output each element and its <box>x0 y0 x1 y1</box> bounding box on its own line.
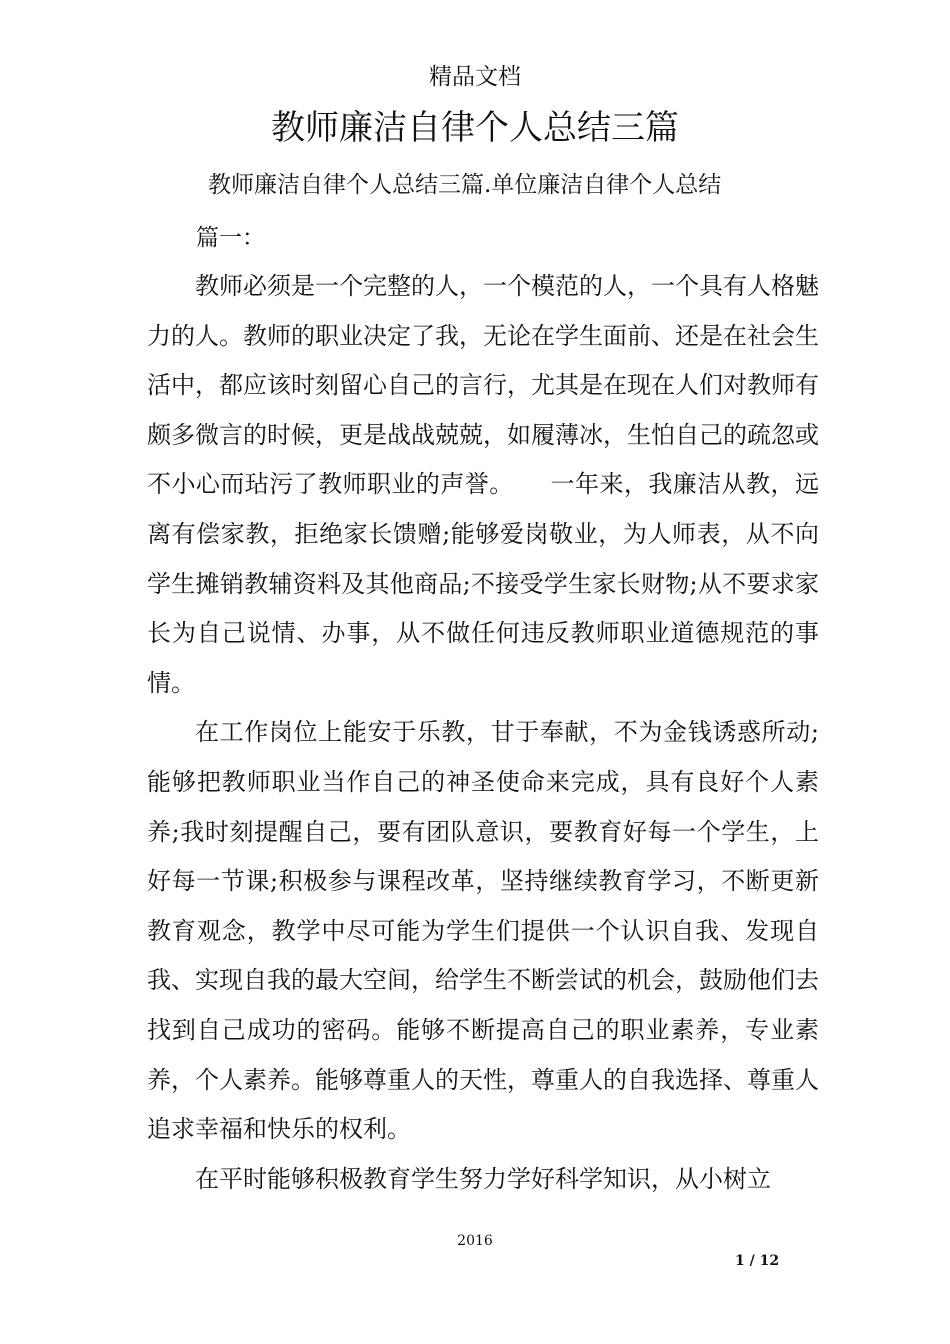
paragraph-3: 在平时能够积极教育学生努力学好科学知识，从小树立 <box>195 1164 771 1193</box>
part-label: 篇一： <box>196 225 265 251</box>
paragraph-1: 教师必须是一个完整的人，一个模范的人，一个具有人格魅力的人。教师的职业决定了我，无论在学生面前、还是在社会生活中，都应该时刻留心自己的言行，尤其是在现在人们对教师有颇多微言的时候，更是战战兢兢，如履薄冰，生怕自己的疏忽或不小心而玷污了教师职业的声誉。 一年来，我廉洁从教，远离有偿家教，拒绝家长馈赠;能够爱岗敬业，为人师表，从不向学生摊销教辅资料及其他商品;不接受学生家长财物;从不要求家长为自己说情、办事，从不做任何违反教师职业道德规范的事情。 <box>147 272 819 697</box>
document-body <box>147 262 819 1204</box>
page-header-label: 精品文档 <box>429 64 521 90</box>
paragraph-2: 在工作岗位上能安于乐教，甘于奉献，不为金钱诱惑所动;能够把教师职业当作自己的神圣使命来完成，具有良好个人素养;我时刻提醒自己，要有团队意识，要教育好每一个学生，上好每一节课;积极参与课程改革，坚持继续教育学习，不断更新教育观念，教学中尽可能为学生们提供一个认识自我、发现自我、实现自我的最大空间，给学生不断尝试的机会，鼓励他们去找到自己成功的密码。能够不断提高自己的职业素养，专业素养，个人素养。能够尊重人的天性，尊重人的自我选择、尊重人追求幸福和快乐的权利。 <box>147 718 819 1144</box>
page-number: 1 / 12 <box>735 1253 780 1269</box>
document-title: 教师廉洁自律个人总结三篇 <box>271 108 679 148</box>
footer-year: 2016 <box>457 1233 493 1249</box>
document-subtitle: 教师廉洁自律个人总结三篇.单位廉洁自律个人总结 <box>208 172 722 198</box>
